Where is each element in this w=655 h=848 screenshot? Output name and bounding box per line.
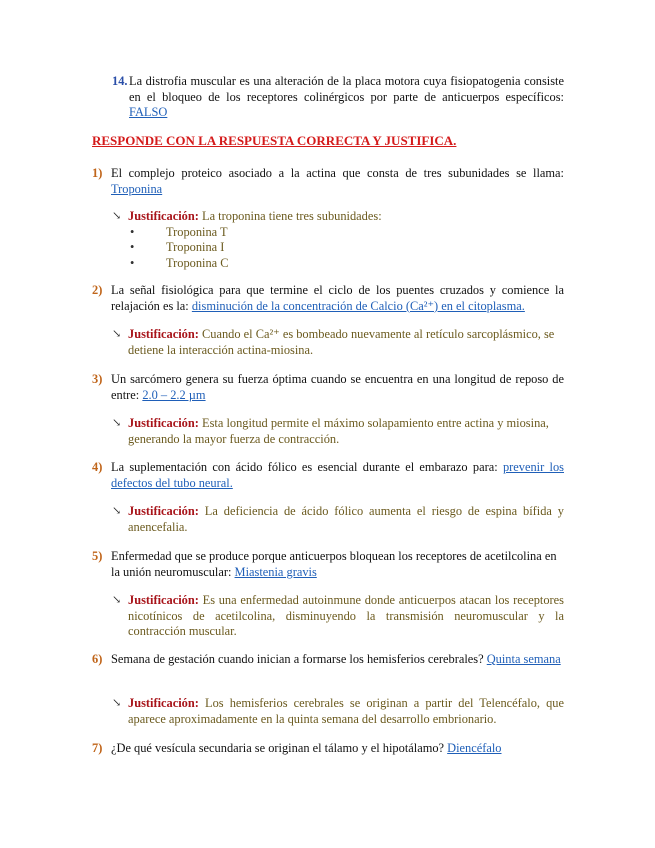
question-body [111, 460, 564, 491]
question-body [111, 549, 564, 580]
arrow-bullet-icon: ↘ [112, 505, 122, 517]
bullet-icon: • [130, 255, 135, 270]
justification-body [128, 327, 564, 358]
justification-1 [112, 209, 564, 271]
list-item-text: Troponina I [166, 240, 225, 254]
justification-label: Justificación: [128, 209, 199, 223]
answer-link[interactable]: prevenir los defectos del tubo neural. [111, 460, 564, 490]
answer-link[interactable]: Diencéfalo [447, 741, 502, 755]
question-number: 5) [92, 549, 103, 563]
question-body [111, 652, 564, 668]
justification-5 [112, 593, 564, 640]
question-text: ¿De qué vesícula secundaria se originan el tálamo y el hipotálamo? [111, 741, 445, 755]
justification-body [128, 504, 564, 535]
question-body [111, 283, 564, 314]
answer-link[interactable]: Quinta semana [486, 652, 561, 666]
question-6 [92, 652, 564, 668]
question-body [111, 372, 564, 403]
question-number: 7) [92, 741, 103, 755]
justification-body [128, 416, 564, 447]
list-item [128, 240, 564, 256]
question-text: La señal fisiológica para que termine el ciclo de los puentes cruzados y comience la relajación es la: [111, 283, 564, 313]
justification-6 [112, 696, 564, 727]
question-3 [92, 372, 564, 403]
justification-4 [112, 504, 564, 535]
list-item [128, 256, 564, 272]
answer-link[interactable]: disminución de la concentración de Calcio (Ca²⁺) en el citoplasma. [191, 298, 525, 313]
list-item-text: Troponina T [166, 224, 228, 239]
section-heading: RESPONDE CON LA RESPUESTA CORRECTA Y JUSTIFICA. [92, 133, 457, 148]
justification-body [128, 696, 564, 727]
question-4 [92, 460, 564, 491]
question-1 [92, 166, 564, 197]
question-text: Semana de gestación cuando inician a formarse los hemisferios cerebrales? [111, 652, 484, 666]
justification-2 [112, 327, 564, 358]
arrow-bullet-icon: ↘ [112, 697, 122, 709]
justification-label: Justificación: [128, 504, 199, 518]
list-item [128, 225, 564, 241]
justification-text: La troponina tiene tres subunidades: [202, 209, 382, 223]
justification-text: Esta longitud permite el máximo solapamiento entre actina y miosina, generando la mayor fuerza de contracción. [128, 416, 549, 446]
question-5 [92, 549, 564, 580]
statement-14 [112, 74, 564, 121]
statement-answer-link[interactable]: FALSO [129, 105, 168, 119]
justification-label: Justificación: [128, 416, 199, 430]
answer-link[interactable]: 2.0 – 2.2 µm [142, 387, 206, 402]
justification-text: Los hemisferios cerebrales se originan a partir del Telencéfalo, que aparece aproximadamente en la quinta semana del desarrollo embrionario. [128, 696, 564, 726]
arrow-bullet-icon: ↘ [112, 210, 122, 222]
statement-text: La distrofia muscular es una alteración de la placa motora cuya fisiopatogenia consiste en el bloqueo de los receptores colinérgicos por parte de anticuerpos específicos: [129, 74, 564, 104]
question-number: 3) [92, 372, 103, 386]
list-item-text: Troponina C [166, 255, 229, 270]
question-body [111, 741, 564, 757]
question-number: 6) [92, 652, 103, 666]
arrow-bullet-icon: ↘ [112, 417, 122, 429]
question-text: Un sarcómero genera su fuerza óptima cuando se encuentra en una longitud de reposo de entre: [111, 372, 564, 402]
question-text: La suplementación con ácido fólico es esencial durante el embarazo para: [111, 460, 498, 474]
question-text: Enfermedad que se produce porque anticuerpos bloquean los receptores de acetilcolina en la unión neuromuscular: [111, 549, 557, 579]
question-number: 1) [92, 166, 103, 180]
statement-body [129, 74, 564, 121]
answer-link[interactable]: Miastenia gravis [234, 564, 317, 579]
bullet-icon: • [130, 240, 135, 254]
question-body [111, 166, 564, 197]
justification-label: Justificación: [128, 327, 199, 341]
justification-label: Justificación: [128, 696, 199, 710]
justification-body [128, 593, 564, 640]
justification-text: Es una enfermedad autoinmune donde anticuerpos atacan los receptores nicotínicos de acetilcolina, disminuyendo la transmisión neuromuscular y la contracción muscular. [128, 593, 564, 638]
justification-text: Cuando el Ca²⁺ es bombeado nuevamente al retículo sarcoplásmico, se detiene la interacción actina-miosina. [128, 327, 555, 357]
question-text: El complejo proteico asociado a la actina que consta de tres subunidades se llama: [111, 166, 564, 180]
question-2 [92, 283, 564, 314]
justification-3 [112, 416, 564, 447]
justification-body [128, 209, 564, 225]
subunit-list [128, 225, 564, 272]
bullet-icon: • [130, 224, 135, 239]
statement-number: 14. [112, 74, 128, 88]
arrow-bullet-icon: ↘ [112, 328, 122, 340]
answer-link[interactable]: Troponina [111, 181, 163, 196]
justification-text: La deficiencia de ácido fólico aumenta el riesgo de espina bífida y anencefalia. [128, 504, 564, 534]
question-7 [92, 741, 564, 757]
question-number: 4) [92, 460, 103, 474]
question-number: 2) [92, 283, 103, 297]
justification-label: Justificación: [128, 593, 199, 607]
arrow-bullet-icon: ↘ [112, 594, 122, 606]
